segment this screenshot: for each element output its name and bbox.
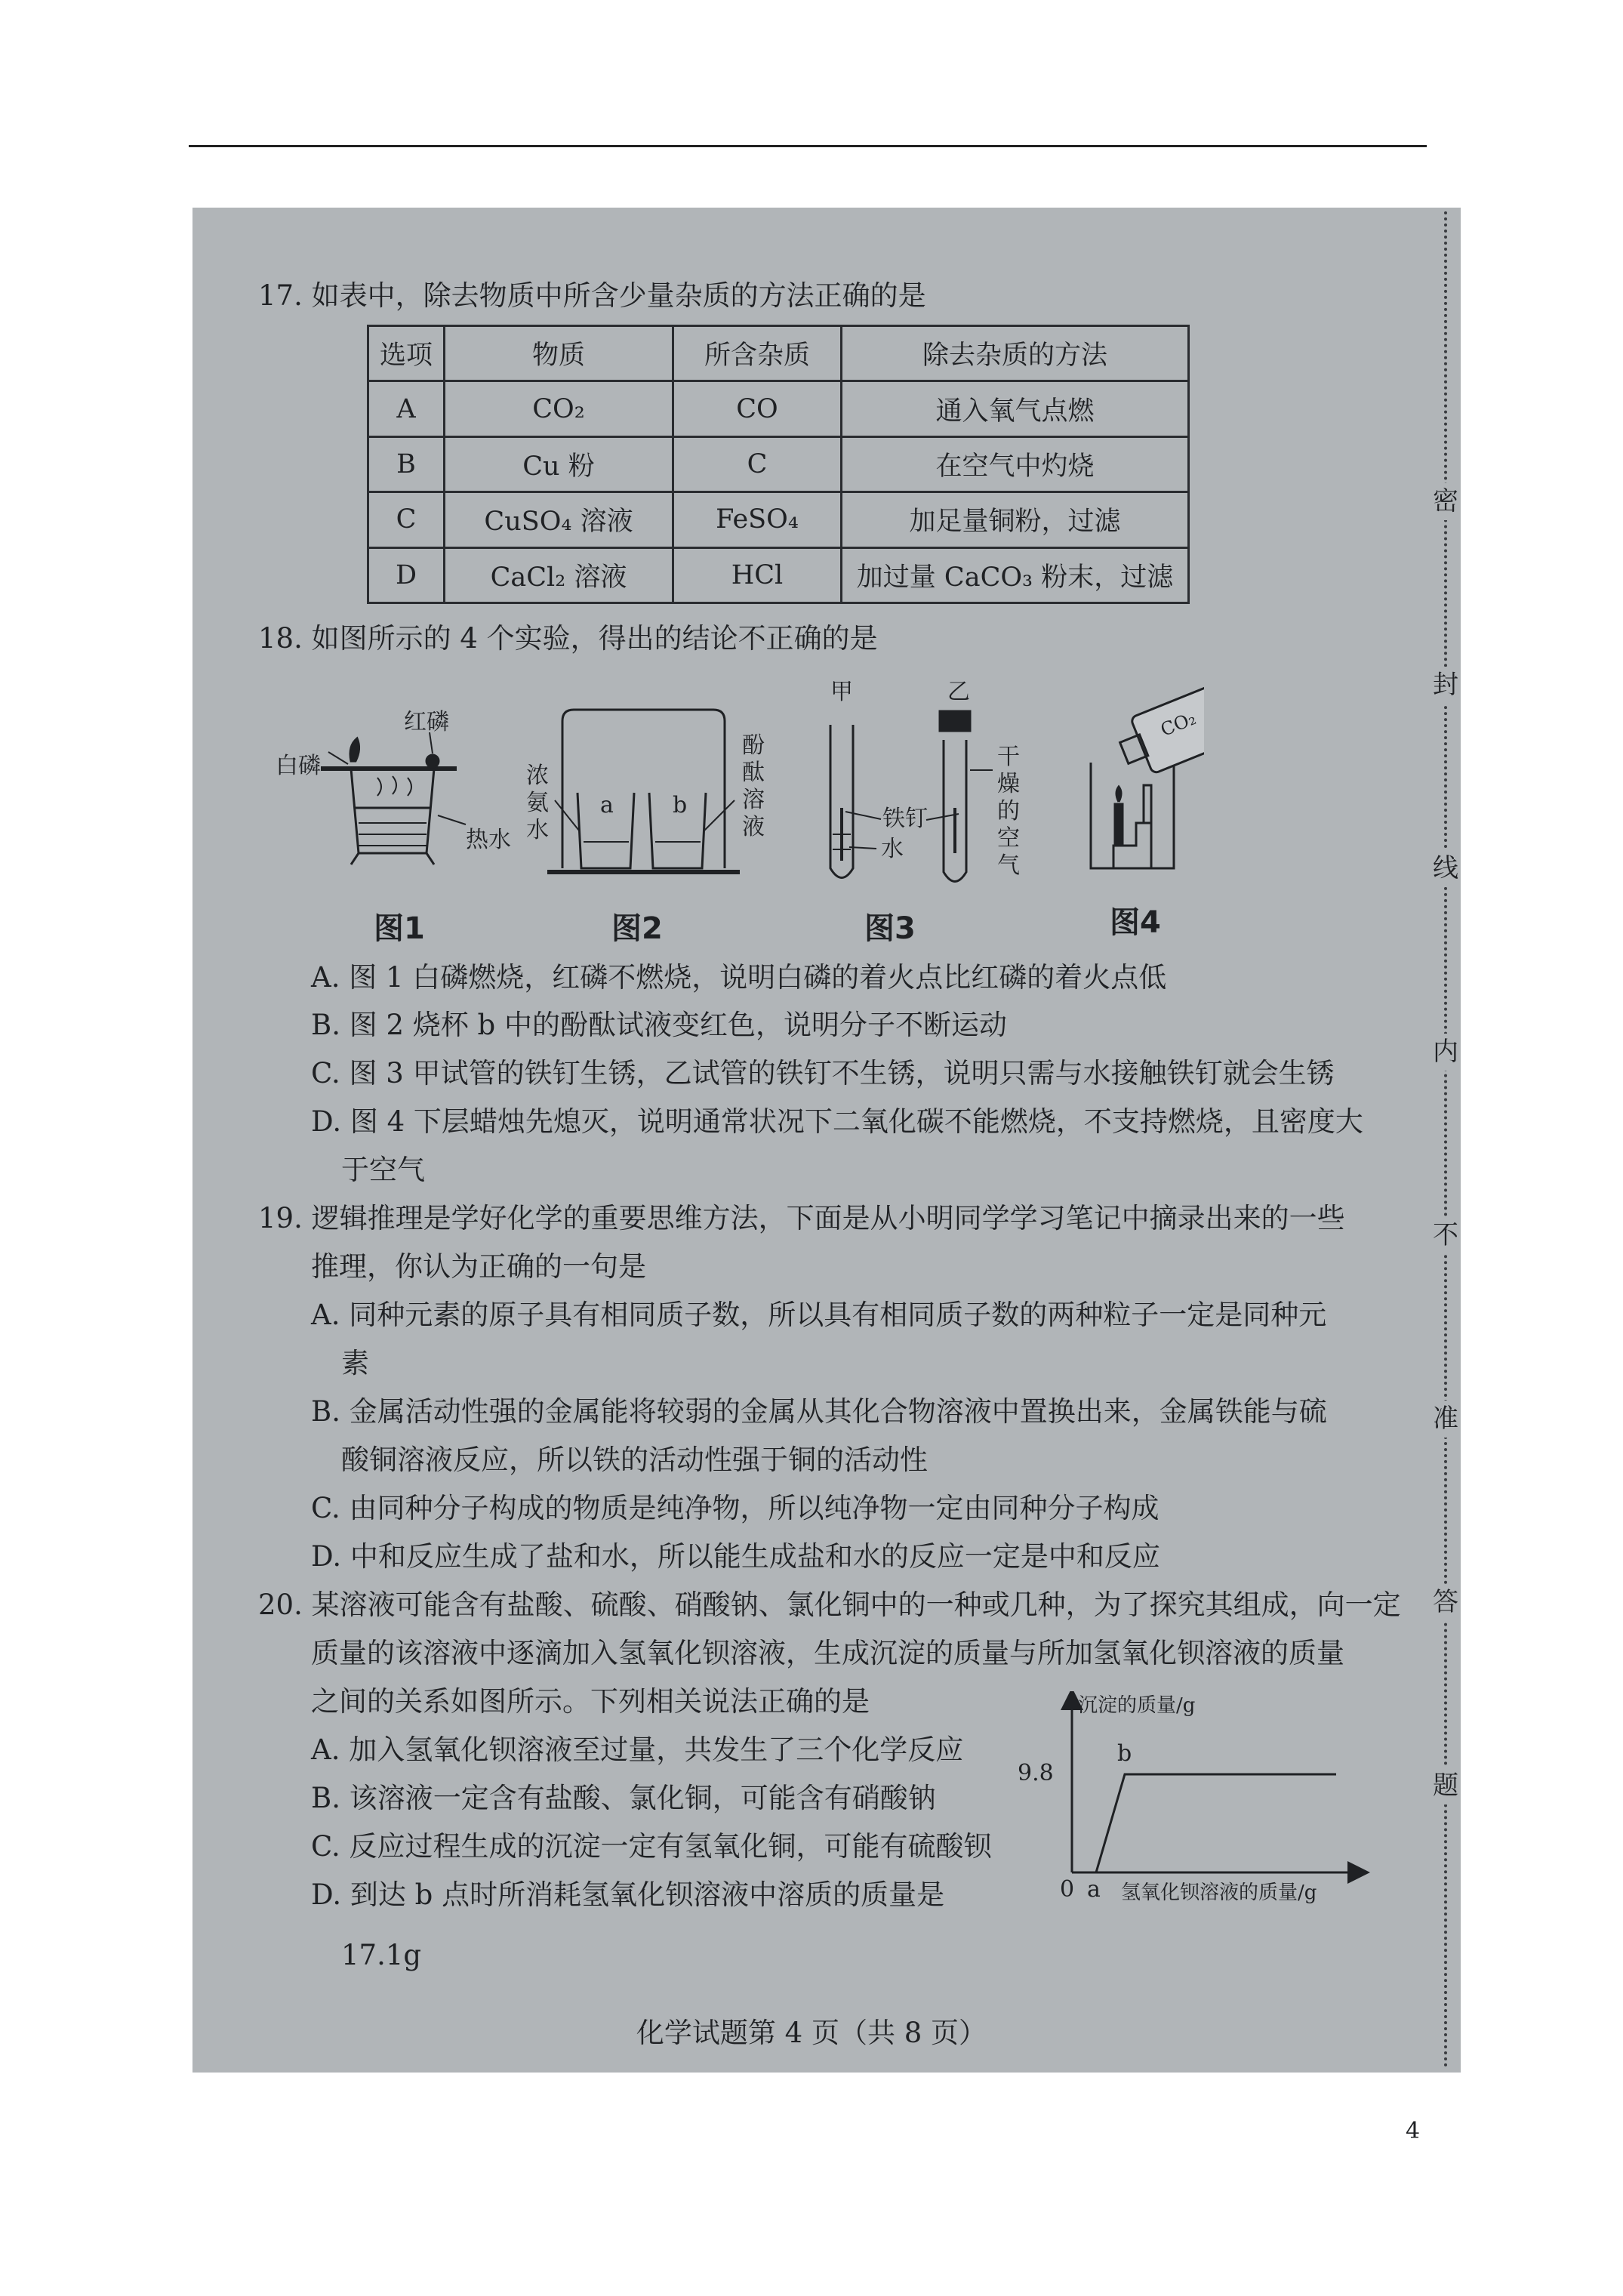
label-phenolphthalein: 酚酞溶液 xyxy=(742,732,765,840)
label-beaker-a: a xyxy=(600,792,614,818)
label-red-phosphorus: 红磷 xyxy=(404,709,449,735)
q19-stem-cont: 推理，你认为正确的一句是 xyxy=(311,1250,646,1283)
table-cell: FeSO₄ xyxy=(673,492,842,547)
table-row xyxy=(368,547,1189,603)
table-header: 除去杂质的方法 xyxy=(842,326,1189,381)
table-row xyxy=(368,492,1189,547)
seal-char: 内 xyxy=(1433,1034,1458,1071)
table-cell: CO₂ xyxy=(445,381,673,436)
label-iron-nail: 铁钉 xyxy=(882,806,928,832)
q20-option-b: B. 该溶液一定含有盐酸、氯化铜，可能含有硝酸钠 xyxy=(311,1782,936,1814)
q20-option-d-cont: 17.1g xyxy=(341,1939,422,1971)
table-row xyxy=(368,436,1189,492)
table-header-row xyxy=(368,326,1189,381)
q20-stem-cont: 质量的该溶液中逐滴加入氢氧化钡溶液，生成沉淀的质量与所加氢氧化钡溶液的质量 xyxy=(311,1637,1344,1669)
label-dry-air: 干燥的空气 xyxy=(997,744,1020,879)
q19-option-d: D. 中和反应生成了盐和水，所以能生成盐和水的反应一定是中和反应 xyxy=(311,1540,1160,1573)
fig3-apparatus xyxy=(830,711,993,882)
label-water: 水 xyxy=(881,836,904,862)
table-row xyxy=(368,381,1189,436)
table-cell: CuSO₄ 溶液 xyxy=(445,492,673,547)
q19-option-a: A. 同种元素的原子具有相同质子数，所以具有相同质子数的两种粒子一定是同种元 xyxy=(311,1299,1327,1331)
table-cell: 通入氧气点燃 xyxy=(842,381,1189,436)
precipitate-curve xyxy=(1072,1774,1336,1872)
q18-figures xyxy=(268,680,1204,951)
q20-precipitate-graph xyxy=(1012,1691,1374,1918)
q20-option-c: C. 反应过程生成的沉淀一定有氢氧化铜，可能有硫酸钡 xyxy=(311,1830,992,1863)
label-tube-yi: 乙 xyxy=(947,679,970,705)
page-footer: 化学试题第 4 页（共 8 页） xyxy=(636,2017,987,2049)
seal-char: 密 xyxy=(1433,483,1458,520)
table-cell: D xyxy=(368,547,445,603)
seal-char: 线 xyxy=(1433,850,1458,887)
q18-option-a: A. 图 1 白磷燃烧，红磷不燃烧，说明白磷的着火点比红磷的着火点低 xyxy=(311,961,1167,994)
table-cell: CaCl₂ 溶液 xyxy=(445,547,673,603)
graph-x-label: 氢氧化钡溶液的质量/g xyxy=(1121,1881,1317,1904)
q19-option-b: B. 金属活动性强的金属能将较弱的金属从其化合物溶液中置换出来，金属铁能与硫 xyxy=(311,1395,1327,1428)
seal-char: 答 xyxy=(1433,1584,1458,1621)
label-tube-jia: 甲 xyxy=(830,679,853,705)
fig3-caption: 图3 xyxy=(864,911,916,946)
fig4-caption: 图4 xyxy=(1110,905,1161,940)
table-cell: 加足量铜粉，过滤 xyxy=(842,492,1189,547)
table-cell: CO xyxy=(673,381,842,436)
fig2-apparatus xyxy=(547,710,740,872)
q18-option-d-cont: 于空气 xyxy=(341,1154,425,1186)
fig1-apparatus xyxy=(321,732,466,864)
graph-point-b: b xyxy=(1117,1740,1132,1767)
graph-y-label: 沉淀的质量/g xyxy=(1078,1694,1196,1717)
seal-char: 准 xyxy=(1433,1401,1458,1438)
graph-y-tick: 9.8 xyxy=(1018,1760,1054,1786)
q20-option-a: A. 加入氢氧化钡溶液至过量，共发生了三个化学反应 xyxy=(311,1734,964,1766)
seal-char: 题 xyxy=(1433,1767,1458,1804)
table-header: 选项 xyxy=(368,326,445,381)
table-cell: Cu 粉 xyxy=(445,436,673,492)
table-cell: C xyxy=(368,492,445,547)
q19-option-c: C. 由同种分子构成的物质是纯净物，所以纯净物一定由同种分子构成 xyxy=(311,1492,1160,1524)
q19-stem: 19. 逻辑推理是学好化学的重要思维方法，下面是从小明同学学习笔记中摘录出来的一些 xyxy=(258,1202,1345,1234)
label-white-phosphorus: 白磷 xyxy=(276,753,321,779)
q20-stem: 20. 某溶液可能含有盐酸、硫酸、硝酸钠、氯化铜中的一种或几种，为了探究其组成，向一定 xyxy=(258,1589,1401,1621)
q20-option-d: D. 到达 b 点时所消耗氢氧化钡溶液中溶质的质量是 xyxy=(311,1878,945,1911)
label-conc-ammonia: 浓氨水 xyxy=(526,763,549,843)
label-co2-bottle: CO₂ xyxy=(1157,707,1200,741)
label-hot-water: 热水 xyxy=(466,827,511,853)
table-cell: B xyxy=(368,436,445,492)
table-cell: C xyxy=(673,436,842,492)
fig2-caption: 图2 xyxy=(611,911,663,946)
q18-option-c: C. 图 3 甲试管的铁钉生锈，乙试管的铁钉不生锈，说明只需与水接触铁钉就会生锈 xyxy=(311,1057,1335,1089)
q20-stem-cont: 之间的关系如图所示。下列相关说法正确的是 xyxy=(311,1685,870,1718)
label-beaker-b: b xyxy=(673,792,688,818)
graph-origin: 0 xyxy=(1060,1876,1075,1903)
table-cell: A xyxy=(368,381,445,436)
q18-stem: 18. 如图所示的 4 个实验，得出的结论不正确的是 xyxy=(258,622,878,655)
seal-char: 不 xyxy=(1433,1217,1458,1254)
seal-line-text xyxy=(1412,483,1480,1804)
fig1-caption: 图1 xyxy=(374,911,425,946)
q19-option-b-cont: 酸铜溶液反应，所以铁的活动性强于铜的活动性 xyxy=(341,1444,928,1476)
seal-char: 封 xyxy=(1433,667,1458,704)
page-number: 4 xyxy=(1406,2118,1421,2144)
graph-point-a: a xyxy=(1087,1876,1101,1903)
table-header: 物质 xyxy=(445,326,673,381)
q18-option-d: D. 图 4 下层蜡烛先熄灭，说明通常状况下二氧化碳不能燃烧，不支持燃烧，且密度大 xyxy=(311,1105,1363,1138)
q17-table xyxy=(367,325,1190,604)
table-cell: 加过量 CaCO₃ 粉末，过滤 xyxy=(842,547,1189,603)
header-rule xyxy=(189,145,1427,147)
q18-option-b: B. 图 2 烧杯 b 中的酚酞试液变红色，说明分子不断运动 xyxy=(311,1009,1007,1041)
table-cell: 在空气中灼烧 xyxy=(842,436,1189,492)
table-header: 所含杂质 xyxy=(673,326,842,381)
q17-stem: 17. 如表中，除去物质中所含少量杂质的方法正确的是 xyxy=(258,279,926,312)
q19-option-a-cont: 素 xyxy=(341,1347,369,1379)
table-cell: HCl xyxy=(673,547,842,603)
